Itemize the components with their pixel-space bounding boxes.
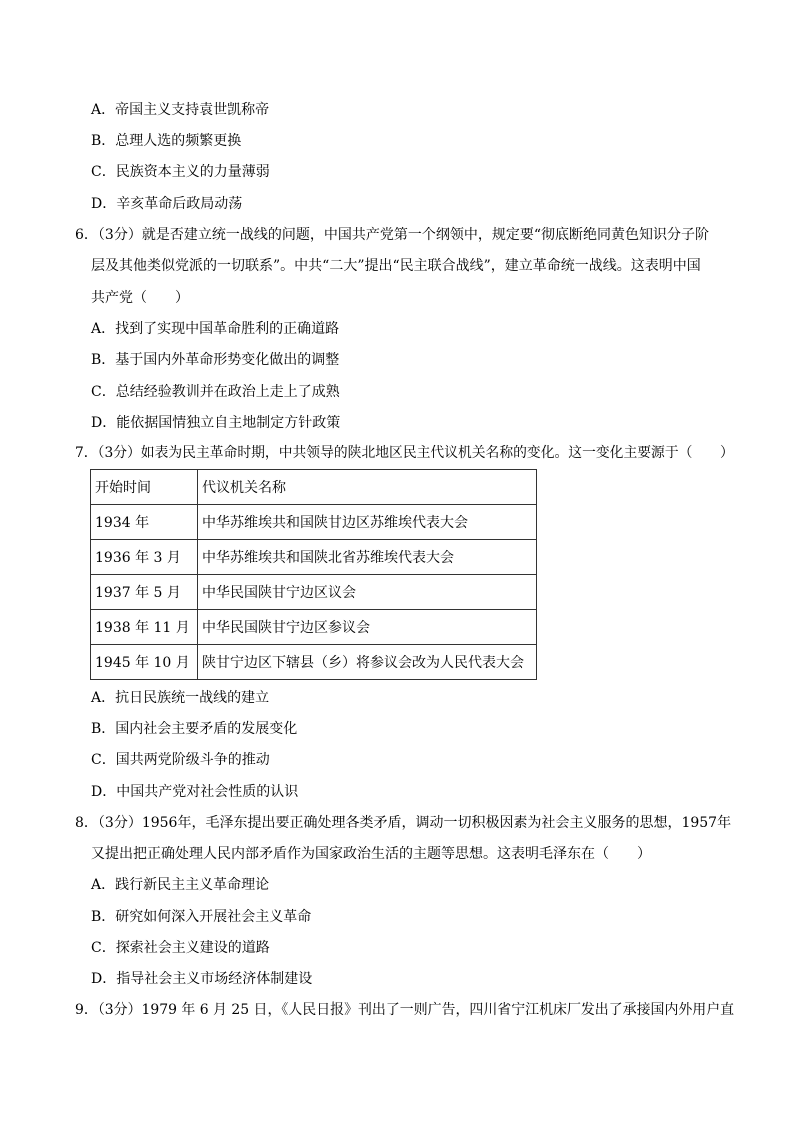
table-row bbox=[91, 645, 537, 680]
q9-stem-line-1: 9．（3分）1979 年 6 月 25 日，《人民日报》刊出了一则广告，四川省宁江机床厂发出了承接国内外用户直 bbox=[75, 1002, 735, 1018]
q6-stem-line-2: 层及其他类似党派的一切联系”。中共“二大”提出“民主联合战线”，建立革命统一战线。这表明中国 bbox=[91, 258, 701, 274]
q6-option-d: D．能依据国情独立自主地制定方针政策 bbox=[91, 415, 341, 431]
table-header-row bbox=[91, 470, 537, 505]
q7-option-a: A．抗日民族统一战线的建立 bbox=[91, 690, 270, 706]
table-cell: 1936 年 3 月 bbox=[91, 540, 198, 575]
table-cell: 陕甘宁边区下辖县（乡）将参议会改为人民代表大会 bbox=[198, 645, 537, 680]
q6-option-b: B．基于国内外革命形势变化做出的调整 bbox=[91, 352, 340, 368]
table-cell: 1934 年 bbox=[91, 505, 198, 540]
q5-option-c: C．民族资本主义的力量薄弱 bbox=[91, 164, 270, 180]
table-cell: 1937 年 5 月 bbox=[91, 575, 198, 610]
table-header-cell: 代议机关名称 bbox=[198, 470, 537, 505]
q5-option-a: A．帝国主义支持袁世凯称帝 bbox=[91, 102, 270, 118]
q6-stem-line-1: 6．（3分）就是否建立统一战线的问题，中国共产党第一个纲领中，规定要“彻底断绝同黄色知识分子阶 bbox=[75, 227, 709, 243]
table-cell: 中华苏维埃共和国陕北省苏维埃代表大会 bbox=[198, 540, 537, 575]
q6-option-a: A．找到了实现中国革命胜利的正确道路 bbox=[91, 321, 340, 337]
q6-option-c: C．总结经验教训并在政治上走上了成熟 bbox=[91, 384, 340, 400]
q5-option-d: D．辛亥革命后政局动荡 bbox=[91, 196, 243, 212]
table-row bbox=[91, 610, 537, 645]
q7-stem: 7．（3分）如表为民主革命时期，中共领导的陕北地区民主代议机关名称的变化。这一变化主要源于（ ） bbox=[75, 445, 734, 461]
table-row bbox=[91, 575, 537, 610]
table-row bbox=[91, 505, 537, 540]
q8-option-a: A．践行新民主主义革命理论 bbox=[91, 877, 270, 893]
table-cell: 1945 年 10 月 bbox=[91, 645, 198, 680]
table-cell: 中华民国陕甘宁边区参议会 bbox=[198, 610, 537, 645]
q7-option-c: C．国共两党阶级斗争的推动 bbox=[91, 752, 270, 768]
table-header-cell: 开始时间 bbox=[91, 470, 198, 505]
table-cell: 中华苏维埃共和国陕甘边区苏维埃代表大会 bbox=[198, 505, 537, 540]
q6-stem-line-3: 共产党（ ） bbox=[91, 290, 189, 306]
table-cell: 1938 年 11 月 bbox=[91, 610, 198, 645]
q8-option-d: D．指导社会主义市场经济体制建设 bbox=[91, 971, 313, 987]
table-cell: 中华民国陕甘宁边区议会 bbox=[198, 575, 537, 610]
q8-option-b: B．研究如何深入开展社会主义革命 bbox=[91, 909, 312, 925]
table-row bbox=[91, 540, 537, 575]
q8-option-c: C．探索社会主义建设的道路 bbox=[91, 940, 270, 956]
q7-table bbox=[90, 469, 537, 680]
q5-option-b: B．总理人选的频繁更换 bbox=[91, 133, 242, 149]
q7-option-b: B．国内社会主要矛盾的发展变化 bbox=[91, 721, 298, 737]
q8-stem-line-1: 8．（3分）1956年，毛泽东提出要正确处理各类矛盾，调动一切积极因素为社会主义服务的思想，1957年 bbox=[75, 815, 732, 831]
q7-option-d: D．中国共产党对社会性质的认识 bbox=[91, 784, 299, 800]
q8-stem-line-2: 又提出把正确处理人民内部矛盾作为国家政治生活的主题等思想。这表明毛泽东在（ ） bbox=[91, 846, 651, 862]
